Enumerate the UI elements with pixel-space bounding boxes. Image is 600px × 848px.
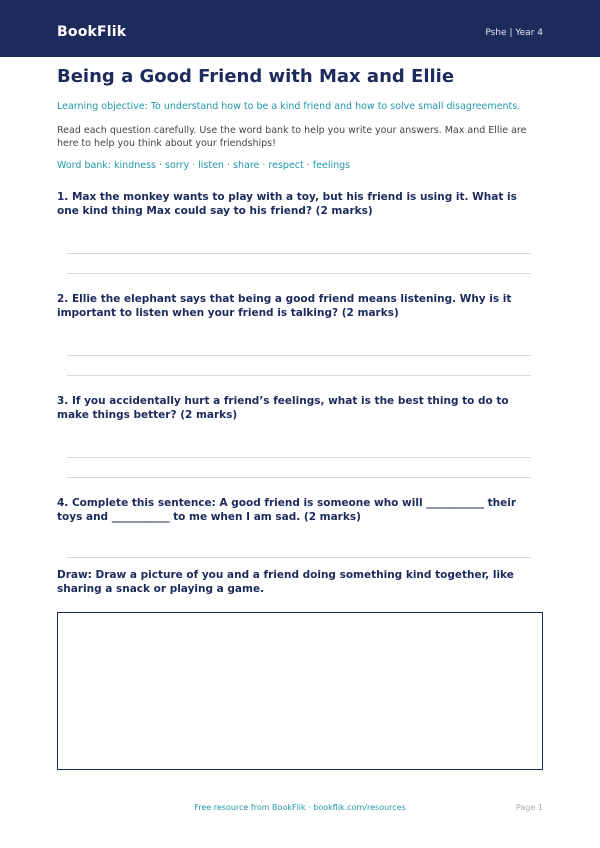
page-number: Page 1	[516, 803, 543, 812]
brand-logo[interactable]: BookFlik	[57, 24, 127, 40]
learning-objective: Learning objective: To understand how to be a kind friend and how to solve small disagreements.	[57, 101, 521, 112]
answer-line[interactable]	[67, 355, 531, 356]
footer-credit[interactable]: Free resource from BookFlik · bookflik.com/resources	[194, 803, 406, 812]
answer-line[interactable]	[67, 457, 531, 458]
header-bar	[0, 0, 600, 57]
word-bank: Word bank: kindness · sorry · listen · share · respect · feelings	[57, 160, 351, 171]
answer-line[interactable]	[67, 253, 531, 254]
subject-year-label: Pshe | Year 4	[485, 28, 543, 38]
page-title: Being a Good Friend with Max and Ellie	[57, 66, 455, 87]
answer-line[interactable]	[67, 375, 531, 376]
question-1: 1. Max the monkey wants to play with a toy, but his friend is using it. What is one kind thing Max could say to his friend? (2 marks)	[57, 191, 517, 217]
draw-prompt: Draw: Draw a picture of you and a friend doing something kind together, like sharing a snack or playing a game.	[57, 568, 537, 596]
question-2: 2. Ellie the elephant says that being a good friend means listening. Why is it important to listen when your friend is talking? (2 marks)	[57, 292, 537, 320]
question-3: 3. If you accidentally hurt a friend’s feelings, what is the best thing to do to make things better? (2 marks)	[57, 394, 537, 422]
answer-line[interactable]	[67, 273, 531, 274]
answer-line[interactable]	[67, 557, 531, 558]
question-4: 4. Complete this sentence: A good friend is someone who will ___________ their toys and ___________ to me when I am sad. (2 marks)	[57, 496, 537, 524]
drawing-box[interactable]	[57, 612, 543, 770]
instructions: Read each question carefully. Use the word bank to help you write your answers. Max and Ellie are here to help you think about your friendships!	[57, 125, 527, 149]
answer-line[interactable]	[67, 477, 531, 478]
